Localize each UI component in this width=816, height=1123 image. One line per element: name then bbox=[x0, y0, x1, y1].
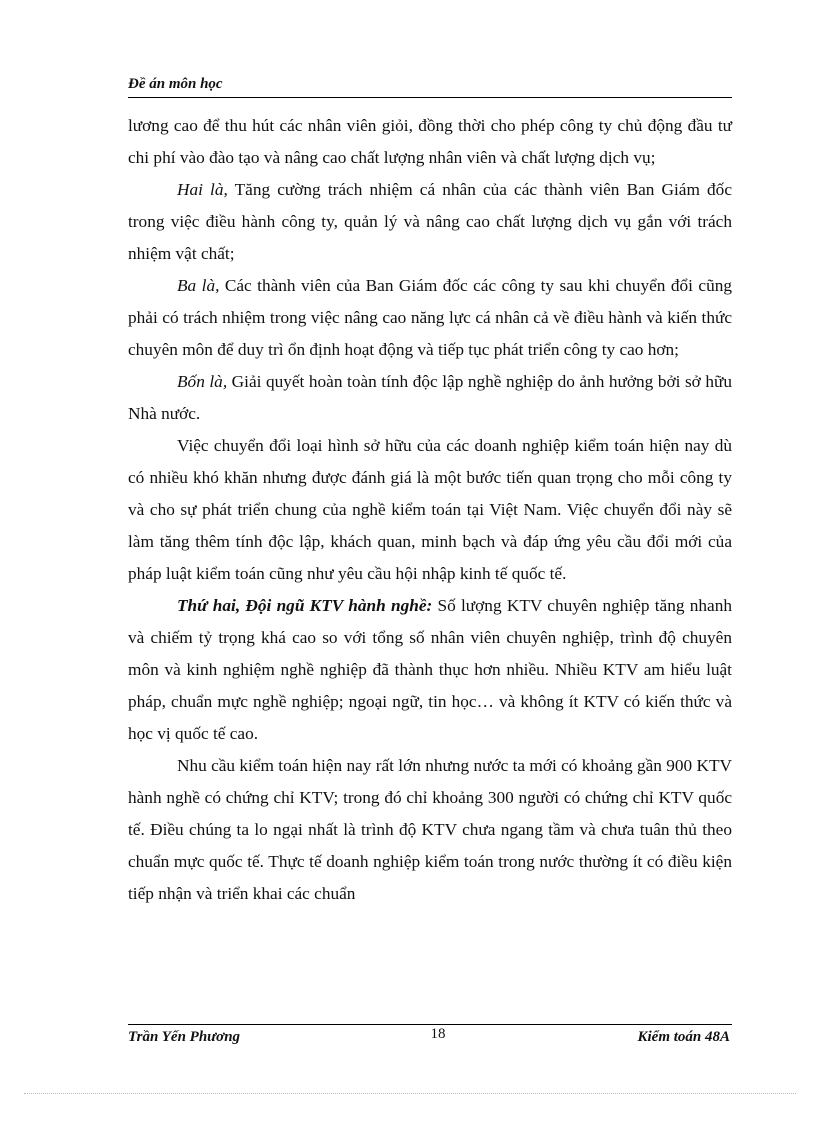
paragraph-text: Giải quyết hoàn toàn tính độc lập nghề nghiệp do ảnh hưởng bởi sở hữu Nhà nước. bbox=[128, 372, 732, 423]
header-rule bbox=[128, 97, 732, 98]
header-title: Đề án môn học bbox=[128, 76, 223, 92]
paragraph-lead: Ba là, bbox=[177, 276, 220, 295]
paragraph-text: lương cao để thu hút các nhân viên giỏi, đồng thời cho phép công ty chủ động đầu tư chi phí vào đào tạo và nâng cao chất lượng nhân viên và chất lượng dịch vụ; bbox=[128, 116, 732, 167]
paragraph-2 bbox=[128, 174, 732, 270]
paragraph-lead: Bốn là, bbox=[177, 372, 228, 391]
footer-rule bbox=[128, 1024, 732, 1025]
paragraph-6 bbox=[128, 590, 732, 750]
paragraph-1 bbox=[128, 110, 732, 174]
page-bottom-border bbox=[24, 1093, 796, 1094]
footer-class-name: Kiểm toán 48A bbox=[637, 1029, 730, 1045]
paragraph-text: Tăng cường trách nhiệm cá nhân của các thành viên Ban Giám đốc trong việc điều hành công ty, quản lý và nâng cao chất lượng dịch vụ gắn với trách nhiệm vật chất; bbox=[128, 180, 732, 263]
paragraph-7 bbox=[128, 750, 732, 910]
body-text bbox=[128, 110, 732, 910]
paragraph-text: Nhu cầu kiểm toán hiện nay rất lớn nhưng nước ta mới có khoảng gần 900 KTV hành nghề có chứng chỉ KTV; trong đó chỉ khoảng 300 người có chứng chỉ KTV quốc tế. Điều chúng ta lo ngại nhất là trình độ KTV chưa ngang tầm và chưa tuân thủ theo chuẩn mực quốc tế. Thực tế doanh nghiệp kiểm toán trong nước thường ít có điều kiện tiếp nhận và triển khai các chuẩn bbox=[128, 756, 732, 903]
footer-author: Trần Yến Phương bbox=[128, 1029, 241, 1045]
paragraph-lead-strong: Thứ hai, Đội ngũ KTV hành nghề: bbox=[177, 596, 433, 615]
paragraph-5 bbox=[128, 430, 732, 590]
paragraph-3 bbox=[128, 270, 732, 366]
paragraph-lead: Hai là, bbox=[177, 180, 228, 199]
paragraph-text: Các thành viên của Ban Giám đốc các công ty sau khi chuyển đổi cũng phải có trách nhiệm trong việc nâng cao năng lực cá nhân cả về điều hành và kiến thức chuyên môn để duy trì ổn định hoạt động và tiếp tục phát triển công ty cao hơn; bbox=[128, 276, 732, 359]
paragraph-text: Số lượng KTV chuyên nghiệp tăng nhanh và chiếm tỷ trọng khá cao so với tổng số nhân viên chuyên nghiệp, trình độ chuyên môn và kinh nghiệm nghề nghiệp đã thành thục hơn nhiều. Nhiều KTV am hiểu luật pháp, chuẩn mực nghề nghiệp; ngoại ngữ, tin học… và không ít KTV có kiến thức và học vị quốc tế cao. bbox=[128, 596, 732, 743]
paragraph-text: Việc chuyển đổi loại hình sở hữu của các doanh nghiệp kiểm toán hiện nay dù có nhiều khó khăn nhưng được đánh giá là một bước tiến quan trọng cho mỗi công ty và cho sự phát triển chung của nghề kiểm toán tại Việt Nam. Việc chuyển đổi này sẽ làm tăng thêm tính độc lập, khách quan, minh bạch và đáp ứng yêu cầu đổi mới của pháp luật kiểm toán cũng như yêu cầu hội nhập kinh tế quốc tế. bbox=[128, 436, 732, 583]
paragraph-4 bbox=[128, 366, 732, 430]
footer-page-number: 18 bbox=[430, 1026, 446, 1042]
